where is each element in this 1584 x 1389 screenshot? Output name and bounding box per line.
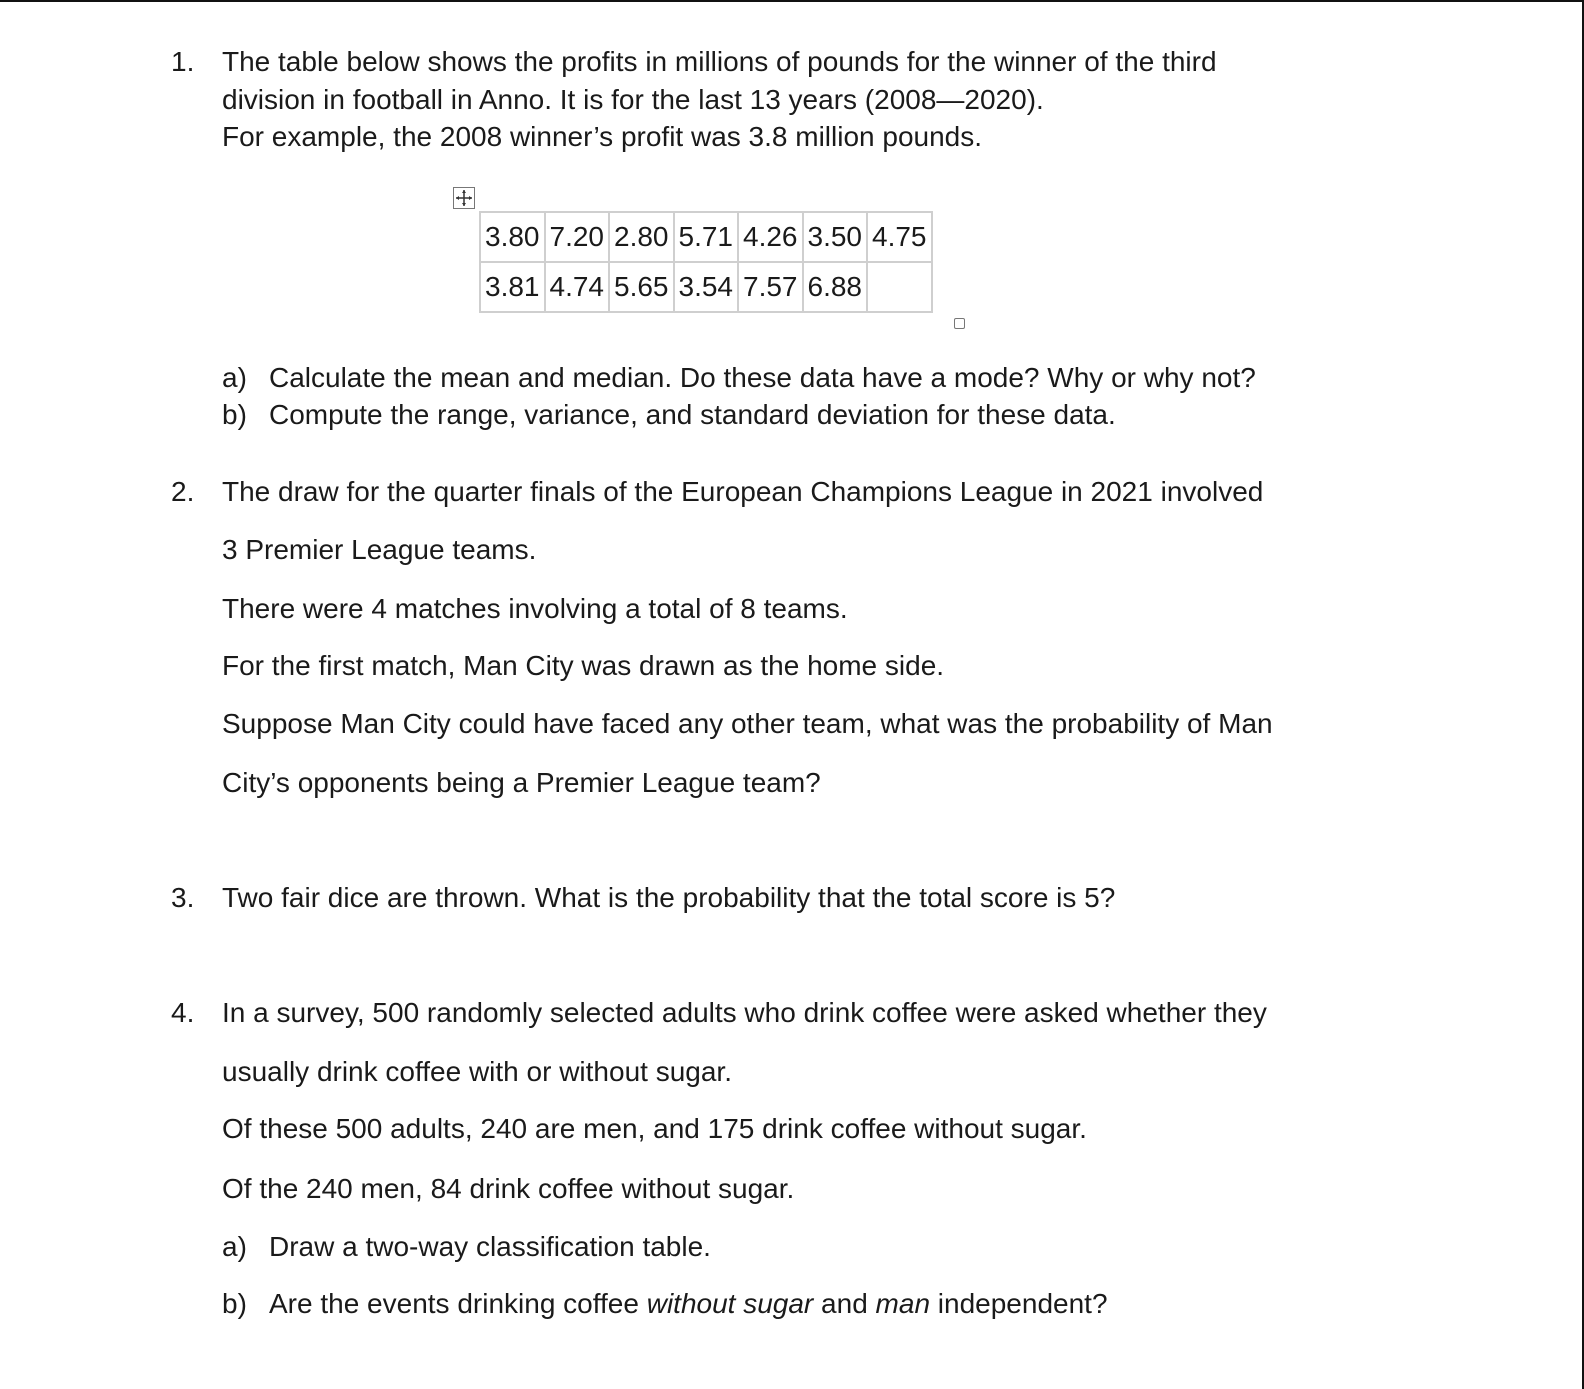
question-4-text-line-1: In a survey, 500 randomly selected adults who drink coffee were asked whether they [222, 997, 1267, 1028]
part-b-text-before: Are the events drinking coffee [269, 1288, 647, 1319]
question-1-part-b-marker: b) [222, 399, 247, 430]
question-4-text-line-2: usually drink coffee with or without sugar. [222, 1056, 732, 1087]
question-4-part-b-text [269, 1286, 1108, 1322]
table-cell: 3.54 [674, 262, 739, 312]
table-cell: 4.75 [867, 212, 932, 262]
question-1-text-line-3: For example, the 2008 winner’s profit was 3.8 million pounds. [222, 121, 983, 152]
question-2-text-line-3: There were 4 matches involving a total of 8 teams. [222, 593, 848, 624]
question-1-part-a-text: Calculate the mean and median. Do these data have a mode? Why or why not? [269, 362, 1256, 393]
table-cell: 7.20 [545, 212, 610, 262]
question-4-part-b-marker: b) [222, 1288, 247, 1319]
table-cell: 5.71 [674, 212, 739, 262]
part-b-text-middle: and [813, 1288, 876, 1319]
question-4-number: 4. [171, 997, 195, 1028]
question-2-text-line-6: City’s opponents being a Premier League team? [222, 767, 821, 798]
question-3-text-line-1: Two fair dice are thrown. What is the probability that the total score is 5? [222, 882, 1116, 913]
question-1-part-a-marker: a) [222, 362, 247, 393]
table-cell: 3.81 [480, 262, 545, 312]
question-1-part-b-text: Compute the range, variance, and standard deviation for these data. [269, 399, 1116, 430]
question-1-text-line-2: division in football in Anno. It is for the last 13 years (2008—2020). [222, 84, 1044, 115]
profits-table [479, 211, 933, 313]
part-b-emphasis-without-sugar: without sugar [646, 1288, 814, 1319]
question-2-text-line-2: 3 Premier League teams. [222, 534, 537, 565]
question-1-text-line-1: The table below shows the profits in millions of pounds for the winner of the third [222, 46, 1217, 77]
question-2-text-line-1: The draw for the quarter finals of the European Champions League in 2021 involved [222, 476, 1264, 507]
table-cell: 5.65 [609, 262, 674, 312]
table-cell: 6.88 [803, 262, 868, 312]
table-row [480, 212, 932, 262]
page-top-border [0, 0, 1584, 2]
table-resize-handle[interactable] [954, 318, 965, 329]
part-b-text-after: independent? [930, 1288, 1108, 1319]
table-row [480, 262, 932, 312]
question-4-part-a-marker: a) [222, 1231, 247, 1262]
question-4-part-a-text: Draw a two-way classification table. [269, 1231, 711, 1262]
question-4-text-line-3: Of these 500 adults, 240 are men, and 175 drink coffee without sugar. [222, 1113, 1087, 1144]
question-3-number: 3. [171, 882, 195, 913]
table-cell: 2.80 [609, 212, 674, 262]
question-2-text-line-4: For the first match, Man City was drawn as the home side. [222, 650, 945, 681]
table-cell: 4.26 [738, 212, 803, 262]
table-cell: 3.50 [803, 212, 868, 262]
table-move-icon[interactable] [453, 187, 475, 209]
table-cell: 3.80 [480, 212, 545, 262]
table-cell: 4.74 [545, 262, 610, 312]
table-cell [867, 262, 932, 312]
question-2-text-line-5: Suppose Man City could have faced any other team, what was the probability of Man [222, 708, 1273, 739]
table-cell: 7.57 [738, 262, 803, 312]
part-b-emphasis-man: man [875, 1288, 931, 1319]
question-2-number: 2. [171, 476, 195, 507]
question-4-text-line-4: Of the 240 men, 84 drink coffee without sugar. [222, 1173, 795, 1204]
question-1-number: 1. [171, 46, 195, 77]
